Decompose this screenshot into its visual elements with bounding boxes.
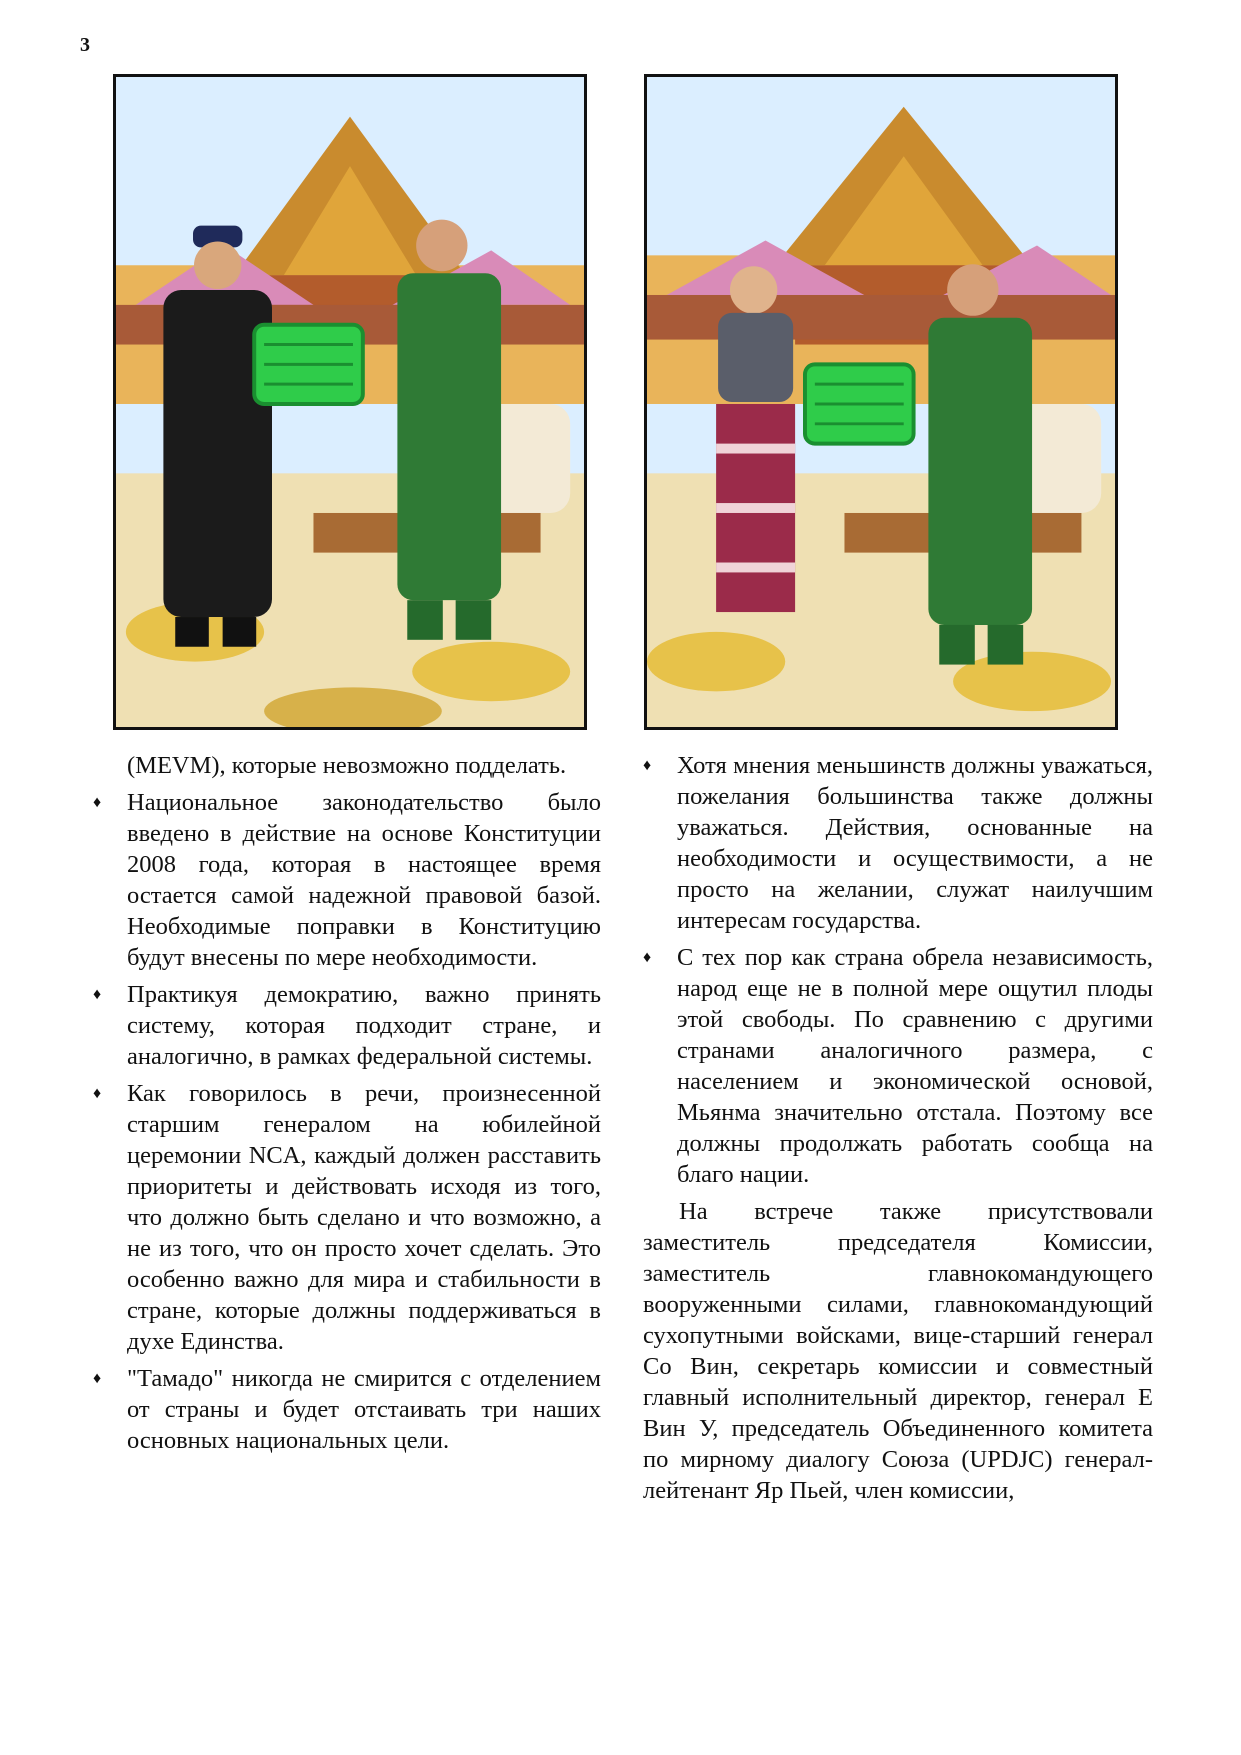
bullet-item: ♦ С тех пор как страна обрела независимость, народ еще не в полной мере ощутил плоды этой свободы. По сравнению с другими странами аналогичного размера, с населением и экономической основой, Мьянма значительно отстала. Поэтому все должны продолжать работать сообща на благо нации. bbox=[643, 942, 1153, 1190]
continuation-text: (MEVM), которые невозможно подделать. bbox=[127, 752, 567, 779]
bullet-item: ♦ Как говорилось в речи, произнесенной старшим генералом на юбилейной церемонии NCA, каждый должен расставить приоритеты и действовать исходя из того, что должно быть сделано и что возможно, а не из того, что он просто хочет сделать. Это особенно важно для мира и стабильности в стране, которые должны поддерживаться в духе Единства. bbox=[127, 1078, 601, 1357]
photo-right-illustration bbox=[647, 77, 1115, 727]
bullet-item: ♦ Национальное законодательство было введено в действие на основе Конституции 2008 года, которая в настоящее время остается самой надежной правовой базой. Необходимые поправки в Конституцию будут внесены по мере необходимости. bbox=[127, 787, 601, 973]
bullet-item: ♦ "Тамадо" никогда не смирится с отделением от страны и будет отстаивать три наших основных национальных цели. bbox=[127, 1363, 601, 1456]
left-column bbox=[127, 750, 601, 1462]
photo-right bbox=[644, 74, 1118, 730]
photo-left bbox=[113, 74, 587, 730]
right-bullet-list bbox=[643, 750, 1153, 1190]
page-number: 3 bbox=[80, 34, 90, 56]
photo-left-illustration bbox=[116, 77, 584, 727]
left-bullet-list bbox=[127, 787, 601, 1456]
bullet-item: ♦ Хотя мнения меньшинств должны уважаться, пожелания большинства также должны уважаться. Действия, основанные на необходимости и осуществимости, а не просто на желании, служат наилучшим интересам государства. bbox=[643, 750, 1153, 936]
right-column bbox=[643, 750, 1153, 1512]
attendees-paragraph: На встрече также присутствовали заместитель председателя Комиссии, заместитель главнокомандующего вооруженными силами, главнокомандующий сухопутными войсками, вице-старший генерал Со Вин, секретарь комиссии и совместный главный исполнительный директор, генерал Е Вин У, председатель Объединенного комитета по мирному диалогу Союза (UPDJC) генерал-лейтенант Яр Пьей, член комиссии, bbox=[643, 1198, 1153, 1504]
bullet-item: ♦ Практикуя демократию, важно принять систему, которая подходит стране, и аналогично, в рамках федеральной системы. bbox=[127, 979, 601, 1072]
